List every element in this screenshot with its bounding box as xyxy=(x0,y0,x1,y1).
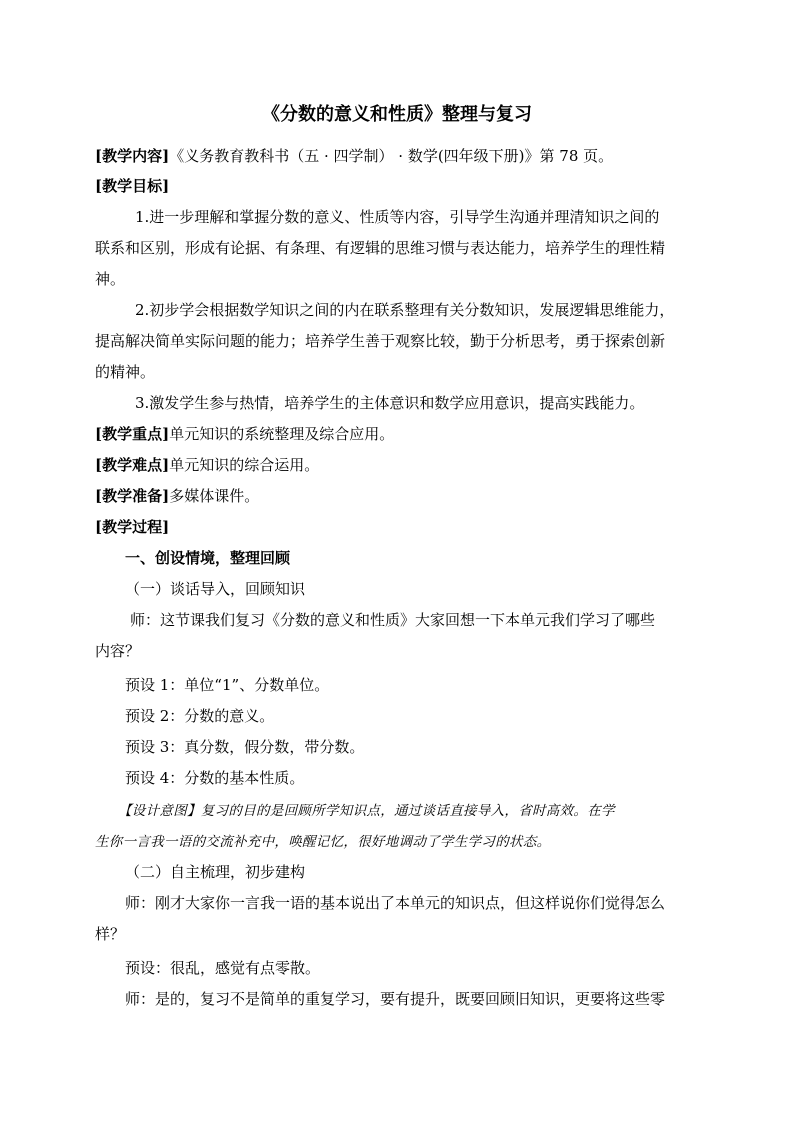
subsection-1-heading: （一）谈话导入，回顾知识 xyxy=(125,580,306,598)
preset-3: 预设 3：真分数，假分数，带分数。 xyxy=(125,738,365,756)
teacher-line-1b: 内容？ xyxy=(95,642,141,660)
teacher-line-1a: 师：这节课我们复习《分数的意义和性质》大家回想一下本单元我们学习了哪些 xyxy=(130,611,656,629)
section-1-heading: 一、创设情境，整理回顾 xyxy=(125,549,291,567)
teacher-line-2a: 师：刚才大家你一言我一语的基本说出了本单元的知识点，但这样说你们觉得怎么 xyxy=(125,894,666,912)
teaching-difficulty-line xyxy=(95,455,319,475)
goal-2-line-2: 提高解决简单实际问题的能力；培养学生善于观察比较，勤于分析思考，勇于探索创新 xyxy=(95,332,666,350)
preset-4: 预设 4：分数的基本性质。 xyxy=(125,769,305,787)
goal-2-line-1: 2.初步学会根据数学知识之间的内在联系整理有关分数知识，发展逻辑思维能力， xyxy=(135,301,675,319)
teacher-line-3a: 师：是的，复习不是简单的重复学习，要有提升，既要回顾旧知识，更要将这些零 xyxy=(125,990,666,1008)
teaching-content-label: [教学内容] xyxy=(95,147,170,165)
design-intent-line-2: 生你一言我一语的交流补充中，唤醒记忆，很好地调动了学生学习的状态。 xyxy=(95,834,551,850)
teaching-prep-text: 多媒体课件。 xyxy=(169,487,260,505)
teaching-prep-line xyxy=(95,486,259,506)
preset-5: 预设：很乱，感觉有点零散。 xyxy=(125,959,321,977)
design-intent-line-1: 【设计意图】复习的目的是回顾所学知识点，通过谈话直接导入，省时高效。在学 xyxy=(118,803,615,819)
teaching-key-line xyxy=(95,424,394,444)
document-title: 《分数的意义和性质》整理与复习 xyxy=(262,104,532,125)
subsection-2-heading: （二）自主梳理，初步建构 xyxy=(125,863,306,881)
teaching-content-text: 《义务教育教科书（五 · 四学制） · 数学(四年级下册)》第 78 页。 xyxy=(169,147,614,165)
teaching-process-label: [教学过程] xyxy=(95,518,170,536)
goal-1-line-1: 1.进一步理解和掌握分数的意义、性质等内容，引导学生沟通并理清知识之间的 xyxy=(135,208,660,226)
goal-1-line-3: 神。 xyxy=(95,270,126,288)
teaching-key-label: [教学重点] xyxy=(95,425,170,443)
goal-2-line-3: 的精神。 xyxy=(95,363,156,381)
teaching-goals-label: [教学目标] xyxy=(95,177,170,195)
teaching-key-text: 单元知识的系统整理及综合应用。 xyxy=(169,425,395,443)
teaching-prep-label: [教学准备] xyxy=(95,487,170,505)
teaching-content-line xyxy=(95,146,613,166)
preset-2: 预设 2：分数的意义。 xyxy=(125,707,275,725)
goal-3-line-1: 3.激发学生参与热情，培养学生的主体意识和数学应用意识，提高实践能力。 xyxy=(135,394,645,412)
teaching-difficulty-label: [教学难点] xyxy=(95,456,170,474)
teaching-difficulty-text: 单元知识的综合运用。 xyxy=(169,456,320,474)
goal-1-line-2: 联系和区别，形成有论据、有条理、有逻辑的思维习惯与表达能力，培养学生的理性精 xyxy=(95,239,666,257)
preset-1: 预设 1：单位“1”、分数单位。 xyxy=(125,676,330,694)
teacher-line-2b: 样？ xyxy=(95,925,126,943)
